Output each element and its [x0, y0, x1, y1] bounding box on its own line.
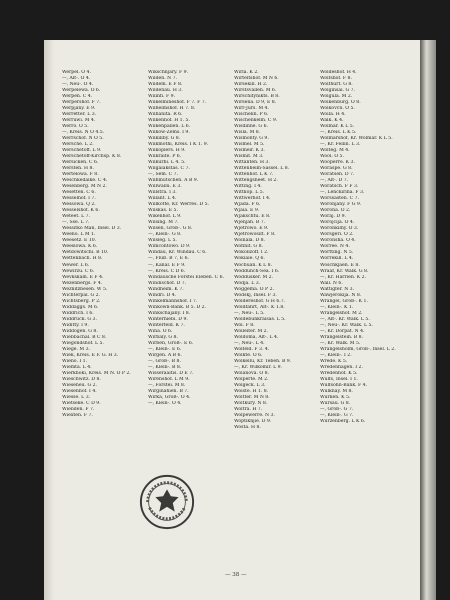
index-entry: Wittkop. L 5.	[234, 190, 265, 196]
index-entry: Wolmar. K L 5.	[320, 124, 355, 130]
index-entry: Worojcija. O 4.	[320, 220, 355, 226]
index-entry: Winkelmannshof. I 7.	[148, 298, 198, 304]
index-entry: Woldebunkraisas. L 5.	[234, 316, 286, 322]
index-entry: Woldfahrt, Alt-. K 1.8.	[234, 304, 285, 310]
index-entry: Werpjany. E 9.	[62, 106, 96, 112]
index-entry: Widitty. I 9.	[62, 322, 89, 328]
index-entry: Wierkhoki, Kreis. M N. O P 2.	[62, 370, 131, 376]
index-entry: Wesetten. C 6.	[62, 190, 96, 196]
index-entry: Wulfs, Insel. I 1.	[320, 376, 358, 382]
index-entry: Werrschof. N O 5.	[62, 136, 104, 142]
index-entry: Wofinit. G 8.	[234, 244, 263, 250]
index-entry: Winkown-Bank. B 5. D 2.	[148, 304, 207, 310]
index-entry: Wjenjah. B 7.	[234, 220, 266, 226]
index-entry: Würsau. G 8.	[320, 400, 351, 406]
index-entry: Wisseraaitis. D E 7.	[148, 370, 194, 376]
index-entry: Wilkmothi, Kreis. I K 1. 9.	[148, 142, 209, 148]
index-entry: Werschetoff. L 9.	[62, 148, 102, 154]
index-entry: —, Klein-. G 8.	[148, 232, 182, 238]
index-entry: Wirschitynikts. B 8.	[234, 94, 280, 100]
document-page	[44, 40, 420, 600]
index-entry: Wischelin. P 6.	[234, 112, 269, 118]
index-entry: Wilkillby. G 8.	[148, 136, 181, 142]
index-entry: Wattigfer. N 3.	[320, 286, 355, 292]
index-entry: Winterfeld. K 7.	[148, 322, 185, 328]
index-entry: Wiebbachal. B C 8.	[62, 334, 107, 340]
index-entry: Weeslowa. K 6.	[62, 244, 98, 250]
index-entry: Wieno. I 1.	[62, 358, 88, 364]
index-entry: Würken. K 5.	[320, 394, 351, 400]
index-entry: Wersche. L 2.	[62, 142, 94, 148]
index-entry: Wiemta. L 4.	[62, 364, 92, 370]
index-entry: Wilhelmshof. H 7. 8.	[148, 106, 196, 112]
index-entry: Woddunch-Sea. I 6.	[234, 268, 280, 274]
index-entry: Wilkoplers. H 9.	[148, 148, 186, 154]
index-entry: Wolkte. O 6.	[234, 352, 263, 358]
index-entry: Wismeir. K 3.	[234, 148, 265, 154]
index-entry: —, Kr. Dorpat. N 4.	[320, 328, 365, 334]
index-entry: Wrangelsholm, Groß-. Insel. L 2.	[320, 346, 396, 352]
index-entry: Wirka, Groß-. O 4.	[148, 394, 191, 400]
index-entry: Wulfsohn-Bank. F 4.	[320, 382, 368, 388]
index-entry: Walk. K 4.	[320, 118, 344, 124]
page-spine-shadow	[44, 40, 54, 600]
index-column-1	[62, 70, 143, 419]
index-entry: Wieschwitz. D 8.	[62, 376, 101, 382]
index-entry: Weeno. L M 1.	[62, 232, 96, 238]
index-entry: Windheim. K 7.	[148, 286, 184, 292]
index-entry: Wrangelstein. B 8.	[320, 334, 364, 340]
index-entry: Wersicken. C 6.	[62, 160, 99, 166]
index-entry: Woltter. M N 8.	[234, 394, 270, 400]
index-entry: Wokiaie. Q 6.	[234, 256, 265, 262]
index-entry: Wertelowa. F 8.	[62, 172, 99, 178]
index-entry: Witting. I 4.	[234, 184, 262, 190]
index-entry: Wjakschtu. E 8.	[234, 214, 271, 220]
index-entry: Wichtsberg. P 2.	[62, 298, 101, 304]
index-entry: Wittengsheet. H 2.	[234, 178, 278, 184]
library-stamp	[138, 473, 196, 531]
index-entry: —, Neu-. Kr. Walk. L 5.	[320, 322, 373, 328]
index-entry: Woratsen. D 7.	[320, 172, 355, 178]
index-entry: Werschetoff-Kirchsp. K 8.	[62, 154, 122, 160]
index-entry: Wolleiter. M 2.	[234, 328, 269, 334]
index-entry: Worona. O 2.	[320, 208, 351, 214]
index-entry: Wikschnjary. F 9.	[148, 70, 189, 75]
index-entry: Wiesenhof. I 4.	[62, 388, 97, 394]
index-entry: —, Klein-. I 2.	[320, 352, 352, 358]
index-entry: Wilkenpallen. L 6.	[148, 124, 191, 130]
index-entry: Wettenbach. H 8.	[62, 256, 103, 262]
index-entry: Wool. O 5.	[320, 154, 344, 160]
index-entry: Wilkurbi. L 4. 5.	[148, 160, 186, 166]
index-entry: Wolginsal. G 7.	[320, 88, 356, 94]
index-entry: Wjada. F 6.	[234, 202, 261, 208]
index-entry: Werro. O 5.	[62, 124, 89, 130]
index-entry: Wilhanita. R 6.	[148, 112, 183, 118]
index-entry: —, Sse. L 7.	[62, 220, 90, 226]
index-entry: Worree. N 4.	[320, 244, 350, 250]
index-entry: —, Groß-. B 8.	[148, 358, 181, 364]
index-entry: Wittwerhof. I 4.	[234, 196, 271, 202]
index-entry: Wilkow-Zems. I 9.	[148, 130, 190, 136]
index-entry: Willwallu. E 3.	[148, 184, 182, 190]
index-entry: Woronsha. O 4.	[320, 238, 356, 244]
index-entry: Wildem. E F 8.	[148, 82, 183, 88]
index-entry: Wolanova. O 8.	[234, 370, 269, 376]
index-entry: Widdaggs. M 6.	[62, 304, 99, 310]
index-entry: Wolkovcn. O 5.	[320, 106, 355, 112]
index-entry: Woldoma, Alt-. L 4.	[234, 334, 279, 340]
index-entry: —, Kreis. N O 4.5.	[62, 130, 105, 136]
index-entry: Weteet. L 7.	[62, 214, 91, 220]
index-entry: —, Klein-. G 7.	[320, 412, 354, 418]
index-entry: Wiege. M 3.	[62, 346, 90, 352]
index-entry: Wawjerokija. N 8.	[320, 292, 362, 298]
index-entry: —, Alt-. O 4.	[62, 76, 91, 82]
index-column-3	[234, 70, 315, 431]
index-entry: Wochuan. K L 8.	[234, 262, 273, 268]
index-entry: Wodja. L 3.	[234, 280, 261, 286]
index-entry: Windau, Kr. Windau. C 6.	[148, 250, 207, 256]
index-entry: Wildenau. H 3.	[148, 88, 183, 94]
index-entry: —, Alt-. D 7.	[320, 178, 349, 184]
index-entry: Wodskj, Insel. F 3.	[234, 292, 277, 298]
index-entry: Wewirzu. C 6.	[62, 268, 95, 274]
index-entry: Wersten. H 8.	[62, 166, 94, 172]
index-entry: Woinala. D 8.	[234, 238, 265, 244]
index-column-4	[320, 70, 401, 425]
index-entry: Wraaf, Kr. Walk. G 8.	[320, 268, 369, 274]
index-entry: Wiesse. L 3.	[62, 394, 91, 400]
index-entry: Wilhmutschen. A B 9.	[148, 178, 199, 184]
index-entry: Wisdinne. G 6.	[234, 124, 268, 130]
index-entry: —, Klein-. O 4.	[148, 400, 182, 406]
index-entry: Willkotte, Kr. Werres. D 5.	[148, 202, 209, 208]
index-entry: Werpelewa. O 6.	[62, 88, 101, 94]
index-entry: Wilsing. M 7.	[148, 220, 179, 226]
index-entry: Woronjany. F G 9.	[320, 202, 362, 208]
index-entry: Woltkury. N 8.	[234, 400, 268, 406]
index-entry: Woratsch. F F 3.	[320, 184, 359, 190]
index-entry: Wilden. N 7.	[148, 76, 177, 82]
index-entry: Winkschajany. I 8.	[148, 310, 191, 316]
index-entry: Wittenheim-Sassel. L 8.	[234, 166, 290, 172]
index-entry: —, Klein-. E 6.	[148, 346, 182, 352]
index-entry: Wirteltshof. M N 6.	[234, 76, 279, 82]
index-entry: Wolpewerre. N 3.	[234, 412, 275, 418]
index-entry: Werruwi. M 4.	[62, 118, 96, 124]
index-entry: Wikenhof. L 9.	[148, 214, 182, 220]
index-entry: Wessitko Man, Insel. D 3.	[62, 226, 122, 232]
index-entry: Wina. O 6.	[148, 328, 173, 334]
index-entry: Wirstsvallen. M 6.	[234, 88, 277, 94]
index-entry: Wesselshof. K 6.	[62, 208, 100, 214]
index-entry: Woldeshof. H 4.	[320, 70, 357, 75]
index-entry: Wjetrowosilt. F 8.	[234, 232, 276, 238]
index-entry: Wismit. M 3.	[234, 154, 264, 160]
index-entry: —, Alt-. Kr. Walk. L 5.	[320, 316, 370, 322]
index-entry: —, Kreis. L K 5.	[320, 130, 357, 136]
index-entry: —, Neu-. L 5.	[234, 310, 265, 316]
index-entry: Wosta. H 8.	[234, 424, 261, 430]
book-edge	[420, 40, 436, 600]
index-entry: Woraspe. G 8.	[320, 166, 353, 172]
index-entry: Wulknay. M 8.	[320, 388, 353, 394]
index-entry: Wilkelmineshof. F 7. F 7.	[148, 100, 207, 106]
index-entry: Woronkilny. O 3.	[320, 226, 359, 232]
index-entry: Wirben, Groß-. E 6.	[148, 340, 194, 346]
index-entry: Wezenbergs. F 4.	[62, 280, 103, 286]
index-entry: Worssasten. C 7.	[320, 196, 359, 202]
index-entry: —, Lenckirina. F 3.	[320, 190, 365, 196]
index-entry: Wirsena. D 9, E 8.	[234, 100, 277, 106]
index-entry: Werpel. O 4.	[62, 70, 91, 75]
index-entry: Wolgeck. L 3.	[234, 382, 266, 388]
index-entry: Windausche Forstei Eleben. C 6.	[148, 274, 224, 280]
index-entry: Wjetrowo. E 9.	[234, 226, 269, 232]
index-entry: —, Neu-. O 4.	[62, 82, 94, 88]
index-entry: Weznitzbesen. W 5.	[62, 286, 108, 292]
index-entry: Wilsleg. L 5.	[148, 238, 177, 244]
index-entry: Wewer. L 6.	[62, 262, 90, 268]
index-entry: Wetdowitschi. B 10.	[62, 250, 109, 256]
index-entry: Wilkraite. P 6.	[148, 154, 182, 160]
index-entry: Würzenberg. L K 6.	[320, 418, 366, 424]
index-entry: Wolgula. M 2.	[320, 94, 353, 100]
index-entry: Widdogen. G 8.	[62, 328, 98, 334]
index-entry: Woptiknjie. D 9.	[234, 418, 272, 424]
index-entry: Winterhiebi. D 9.	[148, 316, 188, 322]
index-entry: Weesetz. E 10.	[62, 238, 97, 244]
index-entry: —, Neu-. L 4.	[234, 340, 265, 346]
index-entry: Wirla. K 2.	[234, 70, 259, 75]
index-entry: Wolkenburg. O 8.	[320, 100, 361, 106]
index-entry: Willstra. I 3.	[148, 190, 177, 196]
index-entry: Wirginahien. B 7.	[148, 388, 189, 394]
index-entry: —, Kanal. E F 9.	[148, 262, 186, 268]
index-entry: —, Kr. Harrien. K 2.	[320, 274, 367, 280]
index-entry: Wol. F 8.	[234, 322, 255, 328]
index-entry: Woldereshof. G H 6.7.	[234, 298, 286, 304]
index-entry: Wolfshof. F 8.	[320, 76, 352, 82]
index-entry: Woltra. H 7.	[234, 406, 263, 412]
index-entry: Werretter. L 3.	[62, 112, 97, 118]
index-entry: Woraj. D 9.	[320, 214, 346, 220]
index-entry: Wredenhagen. I 2.	[320, 364, 363, 370]
index-entry: Widdrich. I 6.	[62, 310, 94, 316]
index-entry: —, Kr. Wilkomir. L 9.	[234, 364, 283, 370]
index-entry: Woiste. H 1. 8.	[234, 388, 269, 394]
index-entry: Wörtting. N 5.	[320, 250, 354, 256]
index-entry: Wevkskaln. E F 4.	[62, 274, 104, 280]
index-entry: Woila. H 4.	[320, 112, 346, 118]
index-entry: Wiek, Kreis. E F. G. H 3.	[62, 352, 119, 358]
index-entry: Wirbaly. G 8.	[148, 334, 178, 340]
index-entry: Wirenshof. L M 9.	[148, 376, 190, 382]
index-entry: Willant. L 4.	[148, 196, 177, 202]
index-entry: Wredenhof. K 5.	[320, 370, 358, 376]
index-entry: Wischenkelm. C 9.	[234, 118, 278, 124]
index-entry: Wirsekill. H 2.	[234, 82, 268, 88]
index-entry: Weschkedalke. C 4.	[62, 178, 108, 184]
index-entry: Wrede. K 5.	[320, 358, 348, 364]
index-entry: Wieseneu. G 2.	[62, 382, 97, 388]
index-entry: —, Forstei. M 8.	[148, 382, 186, 388]
index-entry: Windischof. D 7.	[148, 280, 187, 286]
index-entry: Wirr-Jürs. M 4.	[234, 106, 269, 112]
index-entry: —, Klein-. K 1.	[320, 304, 354, 310]
index-entry: Wolperte. M 2.	[234, 376, 269, 382]
index-entry: Wolkellu, Kr. Tebeh. B 9.	[234, 358, 292, 364]
index-entry: Wolfeld. F 3. 4.	[234, 346, 270, 352]
index-entry: Wrangel, Groß-. K 1.	[320, 298, 368, 304]
index-entry: Wall. N 6.	[320, 280, 343, 286]
index-entry: Wietseke. C D 9.	[62, 400, 101, 406]
index-entry: Wjaia. E 9.	[234, 208, 260, 214]
index-entry: —, Groß-. G 7.	[320, 406, 354, 412]
index-entry: —, Kr. Walk. M 5.	[320, 340, 361, 346]
index-entry: Woggema. O P 2.	[234, 286, 274, 292]
index-entry: Wolfhurt. G 8.	[320, 82, 353, 88]
index-entry: Wittenhof. L K 7.	[234, 172, 274, 178]
page-number: — 38 —	[225, 572, 247, 578]
index-entry: Wimcontowo. D 9.	[148, 244, 191, 250]
index-entry: Wokolizoff. I 2.	[234, 250, 269, 256]
index-entry: Wismel. M 5.	[234, 142, 265, 148]
index-entry: Wesselhof. I 7.	[62, 196, 96, 202]
index-entry: Wilkenhof. H 1. 5.	[148, 118, 190, 124]
index-entry: —, Fluß. B 7, E 6.	[148, 256, 189, 262]
index-entry: Wilsen, Groß-. G 8.	[148, 226, 193, 232]
index-entry: Werpershof. F 7.	[62, 100, 101, 106]
index-entry: —, Klein-. B 8.	[148, 364, 182, 370]
index-entry: Worrekill. L 4.	[320, 256, 354, 262]
index-entry: Wesenberg. M N 2.	[62, 184, 107, 190]
index-entry: Wichterpal. G 2.	[62, 292, 100, 298]
index-entry: Wilinfi. F 9.	[148, 94, 176, 100]
index-entry: Wilskas. E 5.	[148, 208, 178, 214]
index-entry: Wooperre. K 3.	[320, 160, 355, 166]
index-entry: Wrangelshof. M 2.	[320, 310, 363, 316]
index-entry: Wolteg. M 4.	[320, 148, 350, 154]
index-entry: Woschkjaen. E 8.	[320, 262, 360, 268]
index-entry: Worsgeri. O 2.	[320, 232, 354, 238]
index-entry: —, Kreis. C D 6.	[148, 268, 186, 274]
index-entry: Widdruck. G 3.	[62, 316, 97, 322]
index-entry: Wienden. F 7.	[62, 406, 95, 412]
index-entry: Wiexten. F 7.	[62, 412, 93, 418]
index-column-2	[148, 70, 229, 407]
index-entry: Wilgalakstas. C 7.	[148, 166, 190, 172]
index-entry: Wirgen. A B 6.	[148, 352, 182, 358]
index-entry: —, Sem. C 7.	[148, 172, 179, 178]
index-entry: Wessowa. Q 2.	[62, 202, 96, 208]
index-entry: Wisla. M 8.	[234, 130, 261, 136]
index-entry: Wismonty. G 9.	[234, 136, 269, 142]
index-entry: Werpen. C 4.	[62, 94, 93, 100]
index-entry: —, Kr. Fellin. L 3.	[320, 142, 361, 148]
index-entry: Wiegondshof. L 5.	[62, 340, 104, 346]
index-entry: Wolmarshof, Kr. Wolmar. K L 5.	[320, 136, 393, 142]
index-entry: Windri. D 4.	[148, 292, 177, 298]
index-entry: Wittanten. H 3.	[234, 160, 270, 166]
index-entry: Woddusker. M 2.	[234, 274, 274, 280]
